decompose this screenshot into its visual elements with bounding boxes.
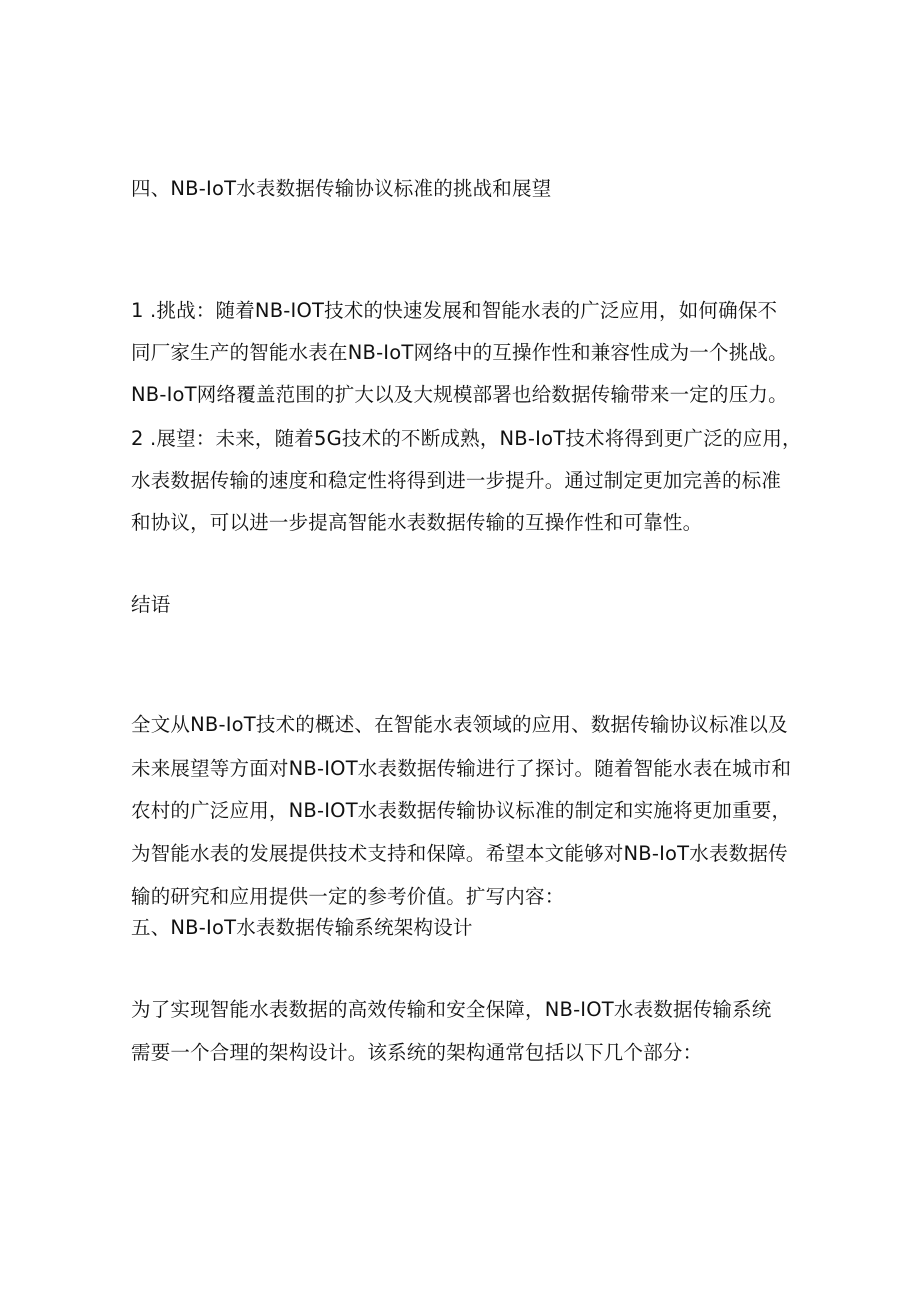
paragraph-line: 2 .展望：未来，随着5G技术的不断成熟，NB-IoT技术将得到更广泛的应用， xyxy=(131,427,802,450)
paragraph-line: 输的研究和应用提供一定的参考价值。扩写内容： xyxy=(131,885,565,908)
paragraph-line: NB-IoT网络覆盖范围的扩大以及大规模部署也给数据传输带来一定的压力。 xyxy=(131,383,788,406)
paragraph-line: 未来展望等方面对NB-IOT水表数据传输进行了探讨。随着智能水表在城市和 xyxy=(131,757,792,780)
paragraph-line: 水表数据传输的速度和稳定性将得到进一步提升。通过制定更加完善的标准 xyxy=(131,469,782,492)
paragraph-line: 和协议，可以进一步提高智能水表数据传输的互操作性和可靠性。 xyxy=(131,511,703,534)
paragraph-line: 为了实现智能水表数据的高效传输和安全保障，NB-IOT水表数据传输系统 xyxy=(131,998,772,1021)
section4-heading: 四、NB-IoT水表数据传输协议标准的挑战和展望 xyxy=(131,177,552,200)
conclusion-heading: 结语 xyxy=(131,593,171,616)
paragraph-line: 全文从NB-IoT技术的概述、在智能水表领域的应用、数据传输协议标准以及 xyxy=(131,713,788,736)
paragraph-line: 1 .挑战：随着NB-IOT技术的快速发展和智能水表的广泛应用，如何确保不 xyxy=(131,299,778,322)
paragraph-line: 农村的广泛应用，NB-IOT水表数据传输协议标准的制定和实施将更加重要， xyxy=(131,799,792,822)
section5-heading: 五、NB-IoT水表数据传输系统架构设计 xyxy=(131,916,473,939)
paragraph-line: 需要一个合理的架构设计。该系统的架构通常包括以下几个部分： xyxy=(131,1041,703,1064)
paragraph-line: 为智能水表的发展提供技术支持和保障。希望本文能够对NB-IoT水表数据传 xyxy=(131,842,788,865)
paragraph-line: 同厂家生产的智能水表在NB-IoT网络中的互操作性和兼容性成为一个挑战。 xyxy=(131,341,788,364)
